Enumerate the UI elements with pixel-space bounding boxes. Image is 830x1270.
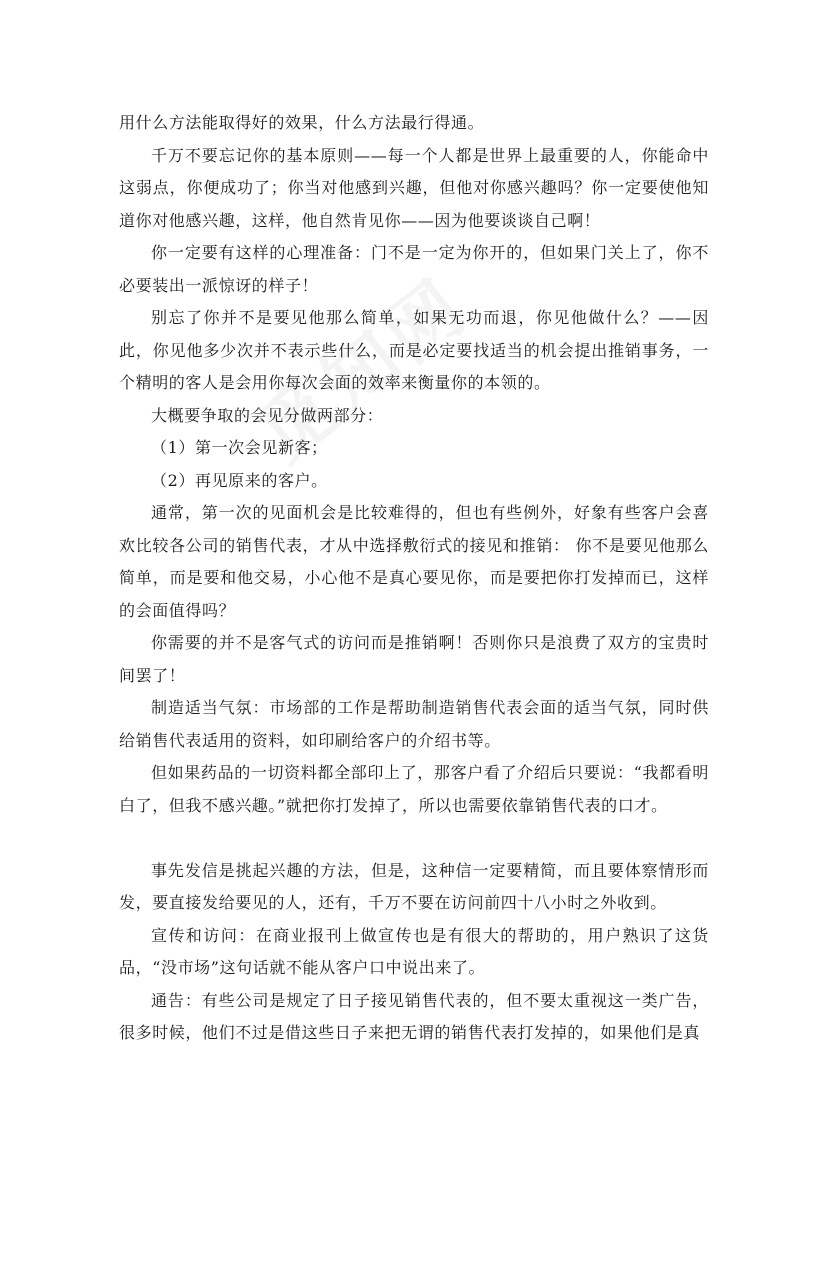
paragraph: 通告：有些公司是规定了日子接见销售代表的，但不要太重视这一类广告，很多时候，他们不过是借这些日子来把无谓的销售代表打发掉的，如果他们是真 (119, 990, 709, 1042)
paragraph: 但如果药品的一切资料都全部印上了，那客户看了介绍后只要说：“我都看明白了，但我不感兴趣。”就把你打发掉了，所以也需要依靠销售代表的口才。 (119, 763, 709, 815)
list-item: （2）再见原来的客户。 (151, 470, 328, 490)
paragraph: 通常，第一次的见面机会是比较难得的，但也有些例外，好象有些客户会喜欢比较各公司的销售代表，才从中选择敷衍式的接见和推销： 你不是要见他那么简单，而是要和他交易，小心他不是真心要见你，而是要把你打发掉而已，这样的会面值得吗？ (119, 503, 709, 620)
paragraph: 宣传和访问：在商业报刊上做宣传也是有很大的帮助的，用户熟识了这货品，“没市场”这句话就不能从客户口中说出来了。 (119, 925, 709, 977)
paragraph: 大概要争取的会见分做两部分： (151, 405, 384, 425)
paragraph: 用什么方法能取得好的效果，什么方法最行得通。 (119, 113, 485, 132)
paragraph: 别忘了你并不是要见他那么简单，如果无功而退，你见他做什么？——因此，你见他多少次并不表示些什么，而是必定要找适当的机会提出推销事务，一个精明的客人是会用你每次会面的效率来衡量你的本领的。 (119, 308, 709, 392)
paragraph: 你一定要有这样的心理准备：门不是一定为你开的，但如果门关上了，你不必要装出一派惊讶的样子！ (119, 243, 709, 295)
document-body (119, 107, 709, 1050)
list-item: （1）第一次会见新客； (151, 438, 328, 457)
blank-line (119, 822, 709, 855)
paragraph: 制造适当气氛：市场部的工作是帮助制造销售代表会面的适当气氛，同时供给销售代表适用的资料，如印刷给客户的介绍书等。 (119, 698, 709, 750)
paragraph: 事先发信是挑起兴趣的方法，但是，这种信一定要精简，而且要体察情形而发，要直接发给要见的人，还有，千万不要在访问前四十八小时之外收到。 (119, 860, 709, 912)
paragraph: 千万不要忘记你的基本原则——每一个人都是世界上最重要的人，你能命中这弱点，你便成功了；你当对他感到兴趣，但他对你感兴趣吗？你一定要使他知道你对他感兴趣，这样，他自然肯见你——因为他要谈谈自己啊！ (119, 145, 709, 230)
paragraph: 你需要的并不是客气式的访问而是推销啊！否则你只是浪费了双方的宝贵时间罢了！ (119, 633, 709, 685)
